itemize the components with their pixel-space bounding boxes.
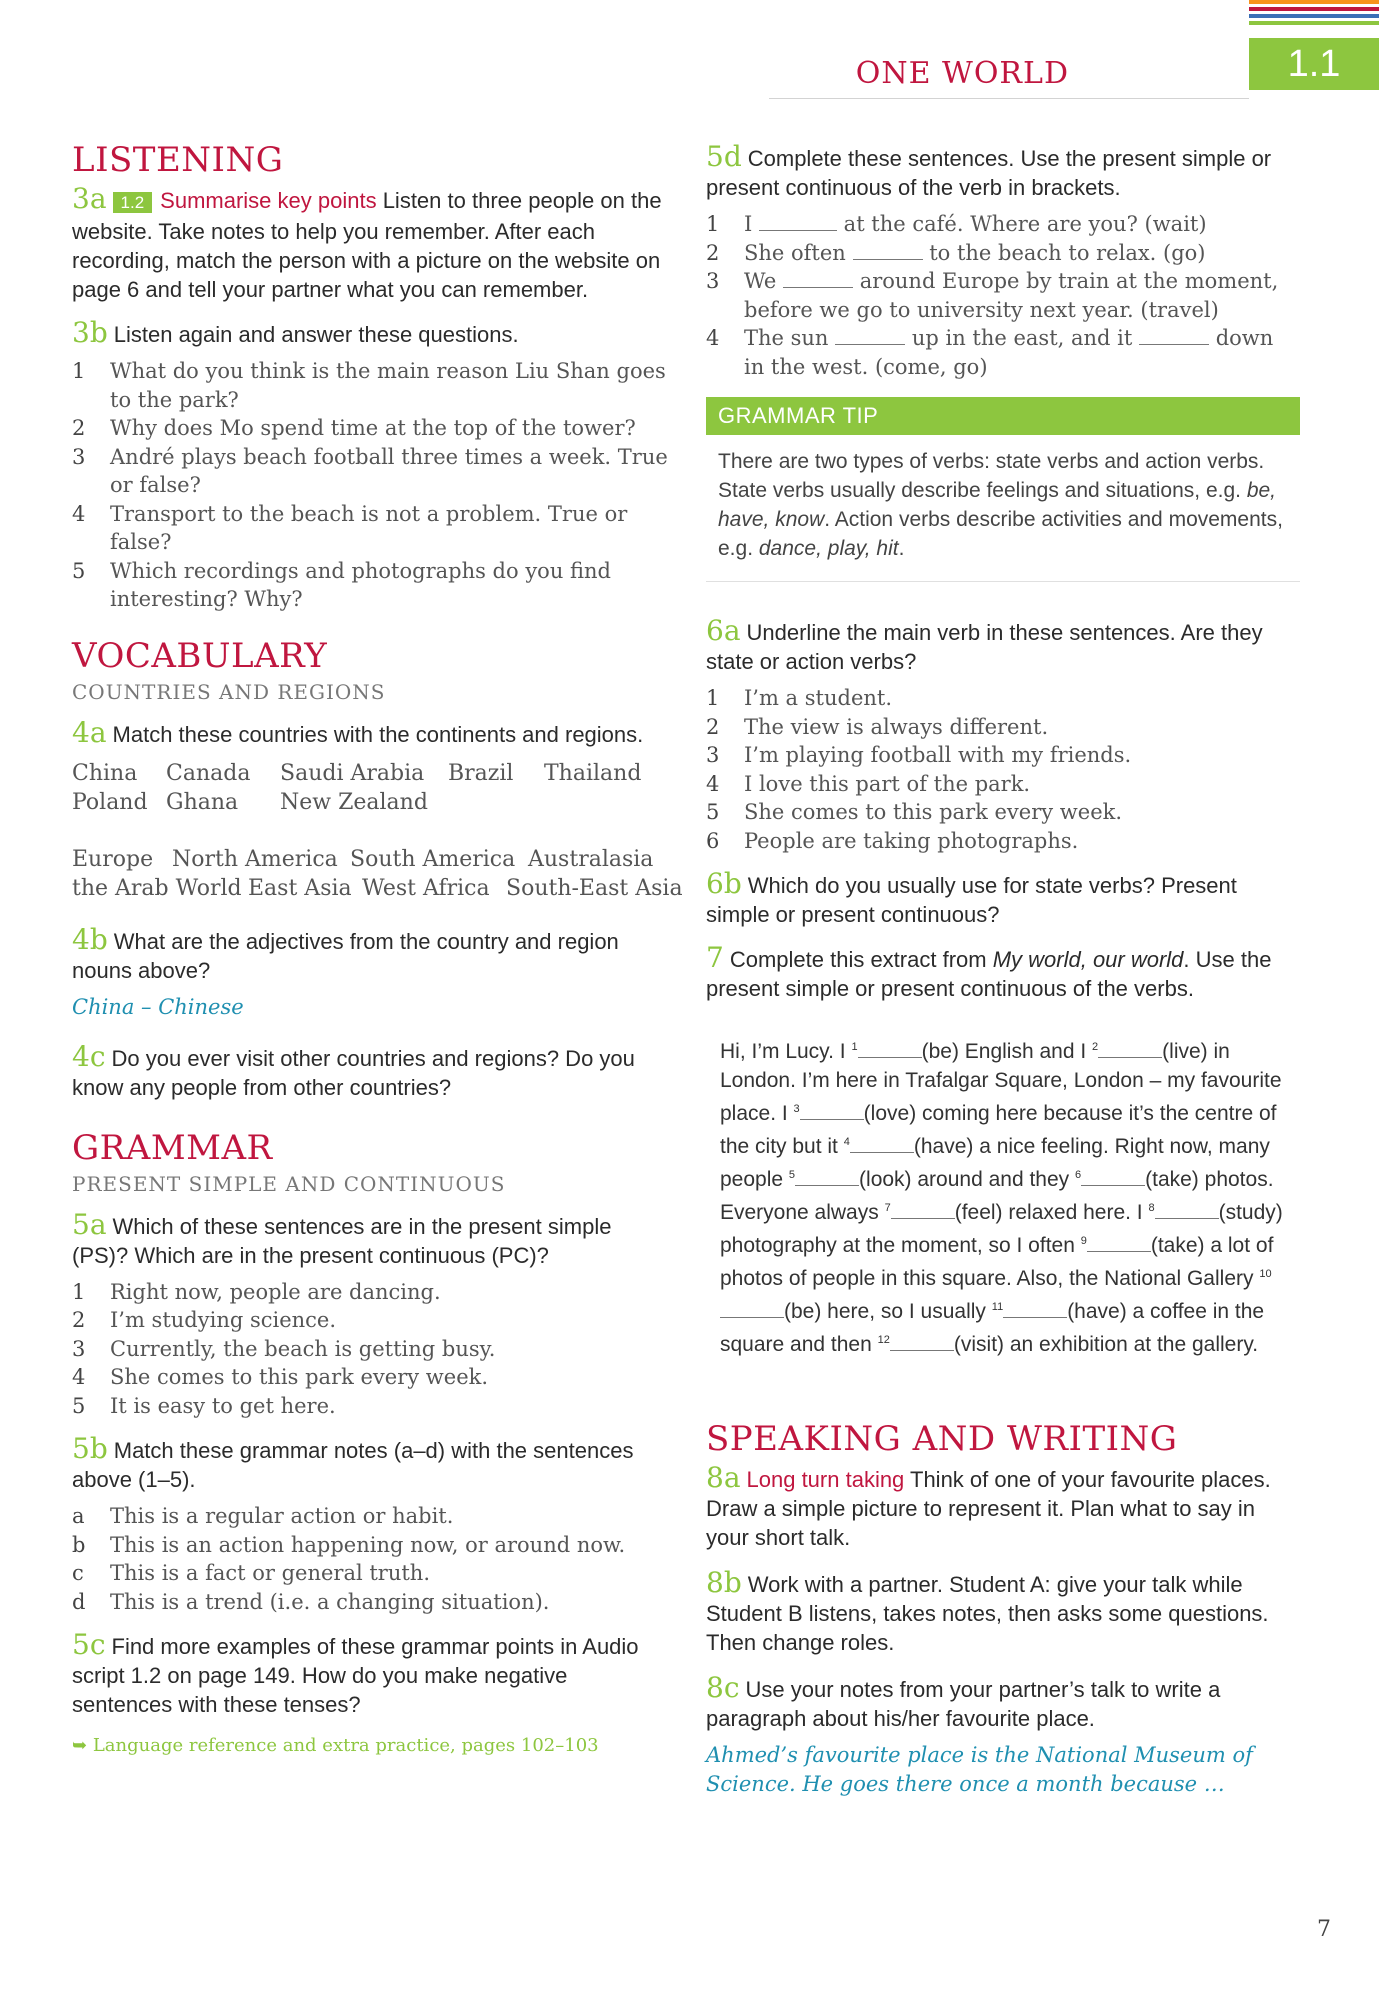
answer-blank[interactable] bbox=[800, 1119, 864, 1120]
task-text: Underline the main verb in these sentences. Are they state or action verbs? bbox=[706, 620, 1263, 674]
stripe-blue bbox=[1249, 14, 1379, 18]
task-number: 5d bbox=[706, 140, 742, 173]
list-item: 2 Why does Mo spend time at the top of the tower? bbox=[72, 416, 636, 440]
grammar-title: GRAMMAR bbox=[72, 1127, 273, 1168]
list-item: 1 I at the café. Where are you? (wait) bbox=[706, 212, 1207, 236]
regions-box: Europe North America South America Australasia the Arab World East Asia West Africa South-East Asia bbox=[72, 846, 683, 901]
task-text: Use your notes from your partner’s talk to write a paragraph about his/her favourite place. bbox=[706, 1677, 1221, 1731]
arrow-right-icon: ➥ bbox=[72, 1735, 88, 1756]
task-number: 7 bbox=[706, 941, 724, 974]
task-3b bbox=[72, 318, 672, 349]
grammar-subtitle: PRESENT SIMPLE AND CONTINUOUS bbox=[72, 1171, 506, 1196]
list-item: 4 She comes to this park every week. bbox=[72, 1365, 489, 1389]
task-number: 4c bbox=[72, 1039, 106, 1073]
audio-track-badge: 1.2 bbox=[113, 192, 153, 213]
list-item: 6 People are taking photographs. bbox=[706, 828, 1079, 853]
task-8b bbox=[706, 1568, 1300, 1657]
task-text: What are the adjectives from the country and region nouns above? bbox=[72, 928, 619, 983]
answer-blank[interactable] bbox=[1155, 1218, 1219, 1219]
task-text: Which of these sentences are in the present simple (PS)? Which are in the present continuous (PC)? bbox=[72, 1213, 612, 1268]
answer-blank[interactable] bbox=[853, 259, 923, 260]
task-4c bbox=[72, 1039, 672, 1102]
task-number: 5c bbox=[72, 1628, 106, 1661]
answer-blank[interactable] bbox=[795, 1185, 859, 1186]
task-number: 3b bbox=[72, 316, 108, 349]
countries-box: China Canada Saudi Arabia Brazil Thailand Poland Ghana New Zealand bbox=[72, 760, 642, 815]
list-item: 2 I’m studying science. bbox=[72, 1308, 337, 1332]
task-text: Complete these sentences. Use the present simple or present continuous of the verb in brackets. bbox=[706, 146, 1272, 200]
example-8c: Ahmed’s favourite place is the National Museum of Science. He goes there once a month because … bbox=[706, 1743, 1253, 1796]
list-item: 1 I’m a student. bbox=[706, 686, 893, 710]
task-4a bbox=[72, 715, 672, 749]
task-5c bbox=[72, 1630, 672, 1719]
listening-title: LISTENING bbox=[72, 140, 284, 180]
list-item: 4 The sun up in the east, and it down in the west. (come, go) bbox=[706, 326, 1274, 379]
left-column bbox=[72, 130, 683, 1756]
page-number: 7 bbox=[1317, 1917, 1331, 1942]
answer-blank[interactable] bbox=[1139, 344, 1209, 345]
vocabulary-subtitle: COUNTRIES AND REGIONS bbox=[72, 679, 386, 704]
list-item: 4 Transport to the beach is not a problem. True or false? bbox=[72, 501, 628, 554]
skill-label: Long turn taking bbox=[746, 1467, 905, 1492]
list-item: 5 She comes to this park every week. bbox=[706, 800, 1123, 824]
color-stripes bbox=[1249, 0, 1379, 34]
skill-label: Summarise key points bbox=[160, 188, 377, 213]
task-5d bbox=[706, 142, 1300, 202]
list-item: 4 I love this part of the park. bbox=[706, 771, 1031, 796]
language-reference-link[interactable]: ➥ Language reference and extra practice, pages 102–103 bbox=[72, 1735, 599, 1756]
list-item: c This is a fact or general truth. bbox=[72, 1561, 431, 1585]
task-5b bbox=[72, 1434, 672, 1494]
task-number: 8c bbox=[706, 1671, 740, 1704]
task-text: Listen again and answer these questions. bbox=[113, 322, 519, 347]
list-item: 5 Which recordings and photographs do you find interesting? Why? bbox=[72, 558, 611, 611]
list-item: 3 We around Europe by train at the moment, before we go to university next year. (travel) bbox=[706, 269, 1279, 322]
task-text: Match these grammar notes (a–d) with the sentences above (1–5). bbox=[72, 1438, 634, 1492]
example-4b: China – Chinese bbox=[72, 994, 244, 1019]
list-item: 1 Right now, people are dancing. bbox=[72, 1279, 441, 1304]
answer-blank[interactable] bbox=[1081, 1185, 1145, 1186]
questions-3b bbox=[72, 357, 672, 614]
header-rule bbox=[769, 98, 1249, 99]
task-number: 3a bbox=[72, 182, 107, 215]
answer-blank[interactable] bbox=[890, 1350, 954, 1351]
task-5a bbox=[72, 1207, 672, 1270]
sentences-5a bbox=[72, 1278, 672, 1421]
stripe-red bbox=[1249, 7, 1379, 11]
sentences-6a bbox=[706, 684, 1300, 855]
grammar-tip-header: GRAMMAR TIP bbox=[706, 397, 1300, 435]
list-item: 5 It is easy to get here. bbox=[72, 1393, 336, 1418]
task-6b bbox=[706, 869, 1300, 929]
list-item: 2 She often to the beach to relax. (go) bbox=[706, 240, 1206, 265]
task-number: 5a bbox=[72, 1207, 107, 1241]
answer-blank[interactable] bbox=[891, 1218, 955, 1219]
list-item: 3 Currently, the beach is getting busy. bbox=[72, 1336, 496, 1361]
stripe-orange bbox=[1249, 0, 1379, 4]
list-item: b This is an action happening now, or around now. bbox=[72, 1532, 626, 1557]
task-text: Find more examples of these grammar points in Audio script 1.2 on page 149. How do you make negative sentences with these tenses? bbox=[72, 1634, 639, 1717]
task-text: Work with a partner. Student A: give your talk while Student B listens, takes notes, then asks some questions. Then change roles. bbox=[706, 1572, 1269, 1655]
task-text: Match these countries with the continents and regions. bbox=[112, 721, 644, 747]
answer-blank[interactable] bbox=[720, 1317, 784, 1318]
task-number: 8b bbox=[706, 1566, 742, 1599]
answer-blank[interactable] bbox=[1003, 1317, 1067, 1318]
notes-5b bbox=[72, 1502, 672, 1616]
vocabulary-title: VOCABULARY bbox=[72, 635, 328, 676]
grammar-tip-body: There are two types of verbs: state verbs and action verbs. State verbs usually describe feelings and situations, e.g. be, have, know. Action verbs describe activities and movements, e.g. dance, play, hit. bbox=[706, 435, 1300, 582]
task-number: 6b bbox=[706, 867, 742, 900]
list-item: 3 André plays beach football three times a week. True or false? bbox=[72, 444, 668, 497]
task-text: Listen to three people on the website. Take notes to help you remember. After each recording, match the person with a picture on the website on page 6 and tell your partner what you can remember. bbox=[72, 188, 662, 302]
speaking-writing-title: SPEAKING AND WRITING bbox=[706, 1419, 1178, 1459]
task-text: Which do you usually use for state verbs? Present simple or present continuous? bbox=[706, 873, 1237, 927]
answer-blank[interactable] bbox=[850, 1152, 914, 1153]
task-text: Do you ever visit other countries and regions? Do you know any people from other countries? bbox=[72, 1045, 635, 1100]
task-number: 5b bbox=[72, 1432, 108, 1465]
answer-blank[interactable] bbox=[1087, 1251, 1151, 1252]
right-column bbox=[706, 130, 1300, 1819]
answer-blank[interactable] bbox=[759, 230, 837, 231]
task-3a bbox=[72, 184, 672, 304]
task-8a bbox=[706, 1463, 1300, 1552]
task-6a bbox=[706, 616, 1300, 676]
answer-blank[interactable] bbox=[858, 1057, 922, 1058]
list-item: 2 The view is always different. bbox=[706, 714, 1049, 739]
section-number: 1.1 bbox=[1249, 38, 1379, 90]
list-item: a This is a regular action or habit. bbox=[72, 1504, 454, 1528]
unit-title: ONE WORLD bbox=[855, 56, 1069, 91]
stripe-green bbox=[1249, 21, 1379, 25]
list-item: d This is a trend (i.e. a changing situation). bbox=[72, 1589, 550, 1614]
gap-fill-extract: Hi, I’m Lucy. I $^1$ (be) English and I $^2$ (live) in London. I’m here in Trafalgar Square, London – my favourite place. I $^3$ (love) coming here because it’s the centre of the city but it $^4$ (have) a nice feeling. Right now, many people $^5$ (look) around and they $^6$ (take) photos. Everyone always $^7$ (feel) relaxed here. I $^8$ (study) photography at the moment, so I often $^9$ (take) a lot of photos of people in this square. Also, the National Gallery $^{10}$(be) here, so I usually $^{11}$ (have) a coffee in the square and then $^{12}$ (visit) an exhibition at the gallery. bbox=[720, 1040, 1283, 1356]
task-4b bbox=[72, 922, 672, 985]
answer-blank[interactable] bbox=[1098, 1057, 1162, 1058]
answer-blank[interactable] bbox=[783, 287, 853, 288]
sentences-5d bbox=[706, 210, 1300, 381]
task-number: 6a bbox=[706, 614, 741, 647]
list-item: 3 I’m playing football with my friends. bbox=[706, 743, 1132, 767]
task-text: Think of one of your favourite places. Draw a simple picture to represent it. Plan what to say in your short talk. bbox=[706, 1467, 1271, 1550]
task-number: 8a bbox=[706, 1461, 741, 1494]
task-number: 4a bbox=[72, 715, 107, 749]
task-7: 7 Complete this extract from My world, our world. Use the present simple or present continuous of the verbs. bbox=[706, 941, 1272, 1001]
task-number: 4b bbox=[72, 922, 108, 956]
answer-blank[interactable] bbox=[835, 344, 905, 345]
task-8c bbox=[706, 1673, 1300, 1733]
list-item: 1 What do you think is the main reason Liu Shan goes to the park? bbox=[72, 359, 666, 412]
